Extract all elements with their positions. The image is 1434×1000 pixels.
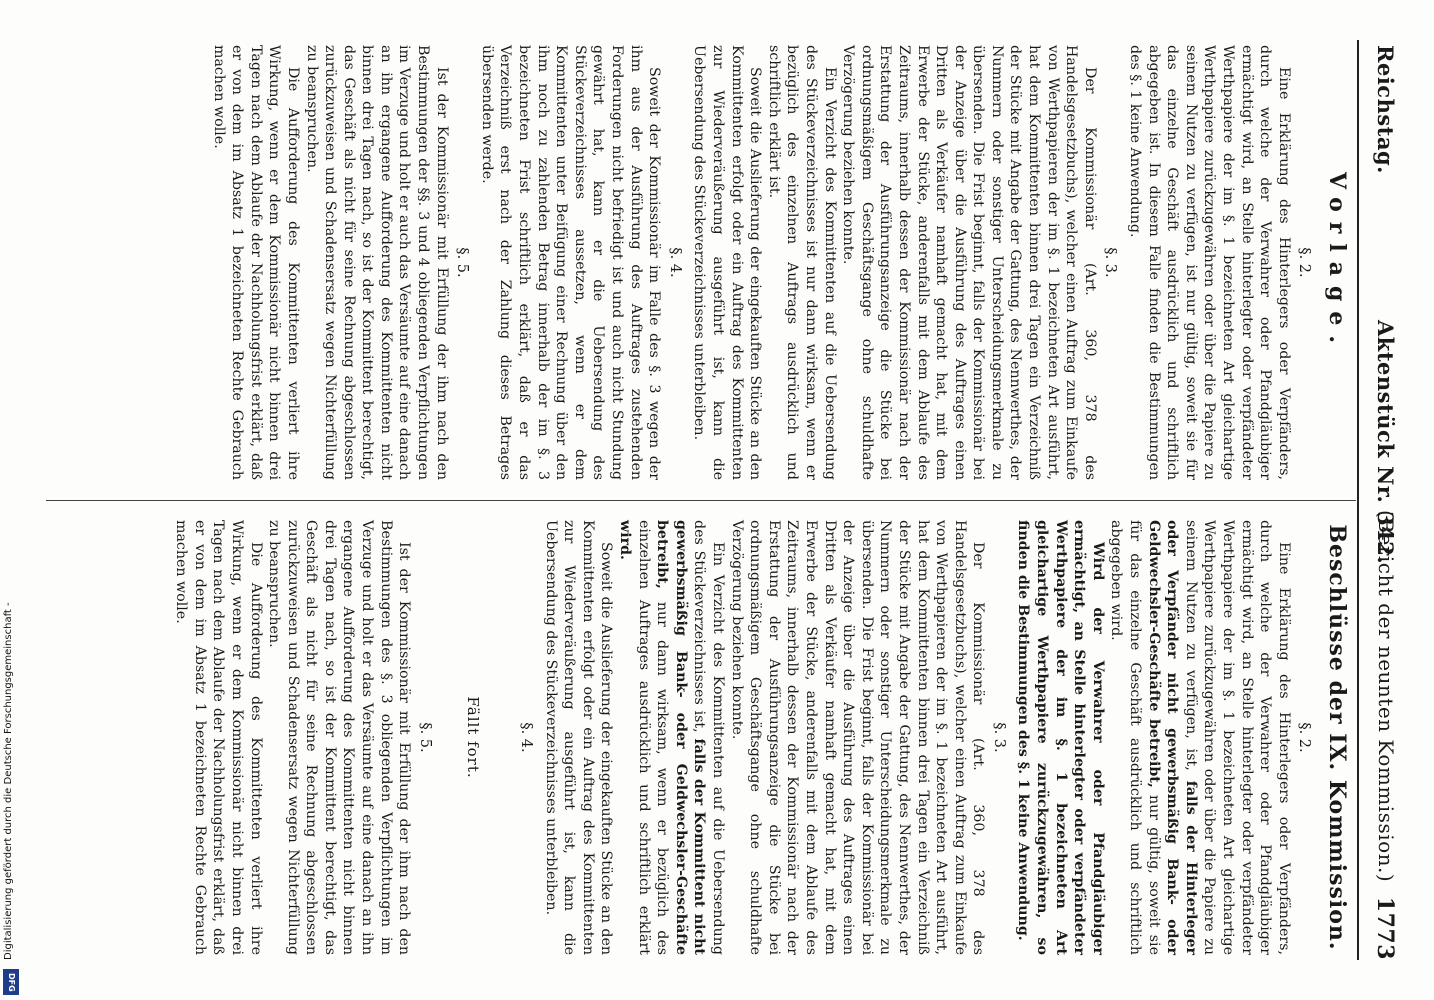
paragraph: Der Kommissionär (Art. 360, 378 des Handelsgesetzbuchs), welcher einen Auftrag zum Einkaufe von Werthpapieren der im §. 1 bezeichneten Art ausführt, hat dem Kommittenten binnen drei Tagen ein Verzeichniß der Stücke mit Angabe der Gattung, des Nennwerthes, der Nummern oder sonstiger Unterscheidungsmerkmale zu übersenden. Die Frist beginnt, falls der Kommissionär bei der Anzeige über die Ausführung des Auftrages einen Dritten als Verkäufer namhaft gemacht hat, mit dem Erwerbe der Stücke, anderenfalls mit dem Ablaufe des Zeitraums, innerhalb dessen der Kommissionär nach der Erstattung der Ausführungsanzeige die Stücke bei ordnungsmäßigem Geschäftsgange ohne schuldhafte Verzögerung beziehen konnte. (840, 45, 1098, 480)
header-reichstag: Reichstag. (1373, 45, 1398, 174)
column-beschluesse (172, 520, 1350, 956)
paragraph: Soweit der Kommissionär im Falle des §. 3 wegen der ihm aus der Ausführung des Auftrages zustehenden Forderungen nicht befriedigt ist und auch nicht Stundung gewährt hat, kann er die Uebersendung des Stückeverzeichnisses aussetzen, wenn er dem Kommittenten unter Beifügung einer Rechnung über den ihm noch zu zahlenden Betrag innerhalb der im §. 3 bezeichneten Frist schriftlich erklärt, daß er das Verzeichniß erst nach der Zahlung dieses Betrages übersenden werde. (478, 45, 663, 480)
paragraph (615, 520, 727, 955)
amendment-text: falls der Kommittent nicht gewerbsmäßig Bank- oder Geldwechsler-Geschäfte betreibt, (654, 520, 708, 955)
paragraph: Ist der Kommissionär mit Erfüllung der ihm nach den Bestimmungen der §§. 3 und 4 obliegenden Verpflichtungen im Verzuge und holt er auch das Versäumte auf eine danach an ihn ergangene Aufforderung des Kommittenten nicht binnen drei Tagen nach, so ist der Kommittent berechtigt, das Geschäft als nicht für seine Rechnung abgeschlossen zurückzuweisen und Schadensersatz wegen Nichterfüllung zu beanspruchen. (303, 45, 450, 480)
page-number: 1773 (1372, 896, 1398, 960)
paragraph: Die Aufforderung des Kommittenten verliert ihre Wirkung, wenn er dem Kommissionär nicht binnen drei Tagen nach dem Ablaufe der Nachholungsfrist erklärt, daß er von dem im Absatz 1 bezeichneten Rechte Gebrauch machen wolle. (173, 520, 264, 955)
paragraph: Die Aufforderung des Kommittenten verliert ihre Wirkung, wenn er dem Kommissionär nicht binnen drei Tagen nach dem Ablaufe der Nachholungsfrist erklärt, daß er von dem im Absatz 1 bezeichneten Rechte Gebrauch machen wolle. (210, 45, 301, 480)
section-heading: §. 5. (454, 247, 471, 278)
header-divider (1357, 40, 1359, 960)
text-run: nur gültig, soweit sie für das einzelne Geschäft ausdrücklich und schriftlich abgegeben wird. (1108, 520, 1162, 955)
section-removed-note: Fällt fort. (464, 696, 483, 779)
section-heading: §. 2. (1296, 722, 1313, 753)
section-heading: §. 4. (518, 722, 535, 753)
paragraph: Der Kommissionär (Art. 360, 378 des Handelsgesetzbuchs), welcher einen Auftrag zum Einkaufe von Werthpapieren der im §. 1 bezeichneten Art ausführt, hat dem Kommittenten binnen drei Tagen ein Verzeichniß der Stücke mit Angabe der Gattung, des Nennwerthes, der Nummern oder sonstiger Unterscheidungsmerkmale zu übersenden. Die Frist beginnt, falls der Kommissionär bei der Anzeige über die Ausführung des Auftrages einen Dritten als Verkäufer namhaft gemacht hat, mit dem Erwerbe der Stücke, anderenfalls mit dem Ablaufe des Zeitraums, innerhalb dessen der Kommissionär nach der Erstattung der Ausführungsanzeige die Stücke bei ordnungsmäßigem Geschäftsgange ohne schuldhafte Verzögerung beziehen konnte. (728, 520, 987, 955)
paragraph: Ein Verzicht des Kommittenten auf die Uebersendung des Stückeverzeichnisses ist nur dann wirksam, wenn er bezüglich des einzelnen Auftrags ausdrücklich und schriftlich erklärt ist. (765, 45, 838, 480)
paragraph: Soweit die Auslieferung der eingekauften Stücke an den Kommittenten erfolgt oder ein Auftrag des Kommittenten zur Wiederveräußerung ausgeführt ist, kann die Uebersendung des Stückeverzeichnisses unterbleiben. (542, 520, 615, 955)
amendment-paragraph: Wird der Verwahrer oder Pfandgläubiger ermächtigt, an Stelle hinterlegter oder verpfändeter Werthpapiere der im §. 1 bezeichneten Art gleichartige Werthpapiere zurückzugewähren, so finden die Bestimmungen des §. 1 keine Anwendung. (1015, 520, 1106, 955)
section-heading: §. 5. (416, 722, 433, 753)
paragraph: Ist der Kommissionär mit Erfüllung der ihm nach den Bestimmungen des §. 3 obliegenden Verpflichtungen im Verzuge und holt er das Versäumte auf eine danach an ihn ergangene Aufforderung des Kommittenten nicht binnen drei Tagen nach, so ist der Kommittent berechtigt, das Geschäft als nicht für seine Rechnung abgeschlossen zurückzuweisen und Schadensersatz wegen Nichterfüllung zu beanspruchen. (266, 520, 413, 955)
header-report-title: (Bericht der neunten Kommission.) (1374, 510, 1398, 883)
column-title-beschluesse: Beschlüsse der IX. Kommission. (1324, 524, 1350, 951)
paragraph: Eine Erklärung des Hinterlegers oder Verpfänders, durch welche der Verwahrer oder Pfandgläubiger ermächtigt wird, an Stelle hinterlegter oder verpfändeter Werthpapiere der im §. 1 bezeichneten Art gleichartige Werthpapiere zurückzugewähren oder über die Papiere zu seinem Nutzen zu verfügen, ist nur gültig, soweit sie für das einzelne Geschäft ausdrücklich und schriftlich abgegeben ist. In diesem Falle finden die Bestimmungen des §. 1 keine Anwendung. (1127, 45, 1292, 480)
paragraph: Soweit die Auslieferung der eingekauften Stücke an den Kommittenten erfolgt oder ein Auftrag des Kommittenten zur Wiederveräußerung ausgeführt ist, kann die Uebersendung des Stückeverzeichnisses unterbleiben. (691, 45, 764, 480)
dfg-logo-icon: DFG (3, 969, 19, 995)
column-title-vorlage: Vorlage. (1324, 172, 1350, 353)
section-heading: §. 3. (990, 722, 1007, 753)
section-heading: §. 3. (1102, 247, 1119, 278)
amendment-text: wird. (617, 520, 634, 560)
digitization-footer (0, 0, 22, 1000)
text-run: nur dann wirksam, wenn er bezüglich des einzelnen Auftrages ausdrücklich und schriftlich erklärt (635, 520, 671, 956)
text-run: Eine Erklärung des Hinterlegers oder Verpfänders, durch welche der Verwahrer oder Pfandgläubiger ermächtigt wird, an Stelle hinterlegter oder verpfändeter Werthpapiere der im §. 1 bezeichneten Art gleichartige Werthpapiere zurückzugewähren oder über die Papiere zu seinem Nutzen zu verfügen, ist, (1182, 520, 1292, 955)
paragraph (1107, 520, 1293, 955)
header-document-number: Aktenstück Nr. 342. (1373, 320, 1398, 565)
column-divider (46, 500, 1356, 501)
text-run: Ein Verzicht des Kommittenten auf die Uebersendung des Stückeverzeichnisses ist, (691, 520, 726, 955)
section-heading: §. 4. (666, 247, 683, 278)
digitization-credit: Digitalisierung gefördert durch die Deutsche Forschungsgemeinschaft - (3, 602, 14, 960)
section-heading: §. 2. (1296, 247, 1313, 278)
amendment-text: falls der Hinterleger oder Verpfänder nicht gewerbsmäßig Bank- oder Geldwechsler-Geschäfte betreibt, (1145, 520, 1199, 955)
column-vorlage (209, 45, 1350, 480)
